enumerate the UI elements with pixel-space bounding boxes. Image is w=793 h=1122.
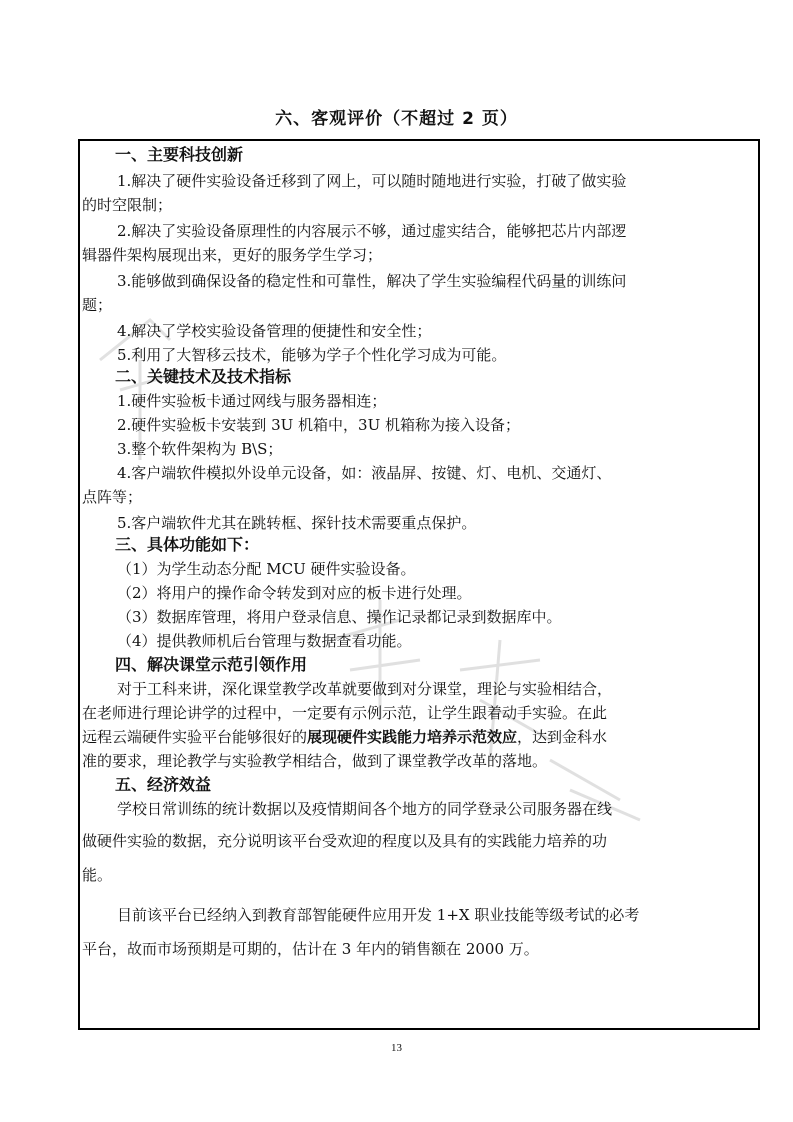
- text-line: 2.解决了实验设备原理性的内容展示不够，通过虚实结合，能够把芯片内部逻: [117, 222, 627, 240]
- section-heading-key-tech: 二、关键技术及技术指标: [115, 367, 292, 386]
- text-line: 5.客户端软件尤其在跳转框、探针技术需要重点保护。: [117, 514, 477, 532]
- text-line: 能。: [82, 866, 113, 884]
- text-line: 准的要求，理论教学与实验教学相结合，做到了课堂教学改革的落地。: [82, 752, 548, 770]
- emphasis-text: 展现硬件实践能力培养示范效应: [307, 728, 518, 746]
- text-line: 4.客户端软件模拟外设单元设备，如：液晶屏、按键、灯、电机、交通灯、: [117, 464, 612, 482]
- text-line: 2.硬件实验板卡安装到 3U 机箱中，3U 机箱称为接入设备；: [117, 416, 520, 434]
- text-line: 对于工科来讲，深化课堂教学改革就要做到对分课堂，理论与实验相结合，: [117, 680, 613, 698]
- text-line: 做硬件实验的数据，充分说明该平台受欢迎的程度以及具有的实践能力培养的功: [82, 832, 608, 850]
- text-line: 在老师进行理论讲学的过程中，一定要有示例示范，让学生跟着动手实验。在此: [82, 704, 608, 722]
- section-heading-economic: 五、经济效益: [115, 775, 212, 794]
- text-span: ，达到金科水: [517, 728, 608, 746]
- page-number: 13: [391, 1042, 402, 1054]
- text-line: 3.能够做到确保设备的稳定性和可靠性，解决了学生实验编程代码量的训练问: [117, 272, 627, 290]
- text-line: （4）提供教师机后台管理与数据查看功能。: [117, 632, 412, 650]
- text-span: 远程云端硬件实验平台能够很好的: [82, 728, 308, 746]
- text-line: 辑器件架构展现出来，更好的服务学生学习；: [82, 246, 383, 264]
- text-line: 目前该平台已经纳入到教育部智能硬件应用开发 1+X 职业技能等级考试的必考: [117, 906, 640, 924]
- text-line: 3.整个软件架构为 B\S；: [117, 440, 283, 458]
- section-heading-functions: 三、具体功能如下：: [115, 535, 260, 554]
- section-heading-classroom: 四、解决课堂示范引领作用: [115, 655, 308, 674]
- text-line: 的时空限制；: [82, 196, 173, 214]
- text-line: （2）将用户的操作命令转发到对应的板卡进行处理。: [117, 584, 472, 602]
- text-line: （3）数据库管理，将用户登录信息、操作记录都记录到数据库中。: [117, 608, 562, 626]
- text-line: 题；: [82, 296, 113, 314]
- text-line: 5.利用了大智移云技术，能够为学子个性化学习成为可能。: [117, 346, 507, 364]
- text-line: 点阵等；: [82, 488, 143, 506]
- text-line: 1.解决了硬件实验设备迁移到了网上，可以随时随地进行实验，打破了做实验: [117, 172, 627, 190]
- text-line: [82, 726, 607, 748]
- text-line: （1）为学生动态分配 MCU 硬件实验设备。: [117, 560, 416, 578]
- text-line: 学校日常训练的统计数据以及疫情期间各个地方的同学登录公司服务器在线: [117, 800, 613, 818]
- section-heading-innovation: 一、主要科技创新: [115, 145, 244, 164]
- page-title: 六、客观评价（不超过 2 页）: [275, 109, 518, 129]
- text-line: 平台，故而市场预期是可期的，估计在 3 年内的销售额在 2000 万。: [82, 940, 539, 958]
- text-line: 4.解决了学校实验设备管理的便捷性和安全性；: [117, 322, 432, 340]
- text-line: 1.硬件实验板卡通过网线与服务器相连；: [117, 392, 387, 410]
